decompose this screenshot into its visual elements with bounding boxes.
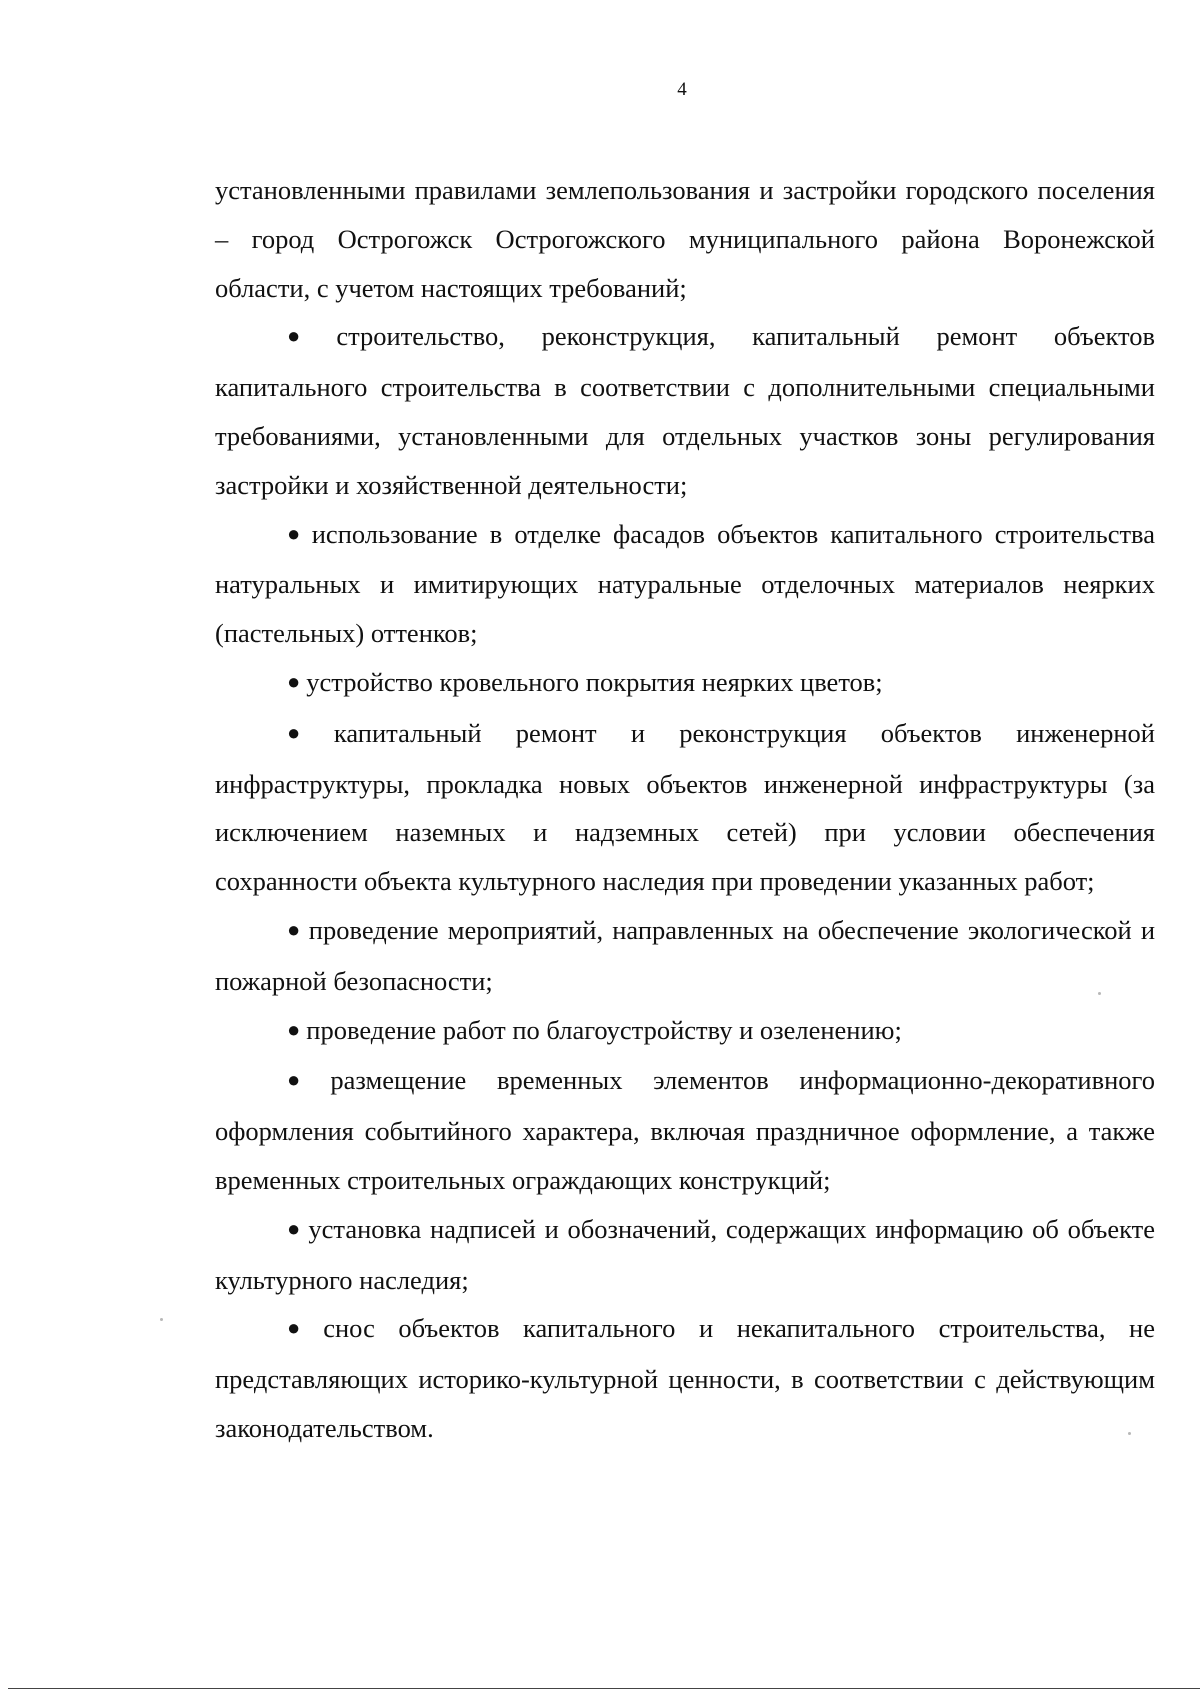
- page-number: 4: [677, 79, 687, 100]
- list-item-text: установка надписей и обозначений, содержащих информацию об объекте культурного наследия;: [215, 1213, 1155, 1295]
- list-item: [215, 312, 1155, 509]
- list-item: [215, 510, 1155, 658]
- document-body: [215, 166, 1155, 1453]
- list-item-text: проведение мероприятий, направленных на обеспечение экологической и пожарной безопасности;: [215, 914, 1155, 996]
- bullet-icon: ●: [287, 668, 301, 694]
- bullet-icon: ●: [287, 1016, 301, 1042]
- list-item: [215, 658, 1155, 709]
- bullet-icon: ●: [287, 916, 303, 942]
- list-item: [215, 709, 1155, 906]
- list-item: [215, 1205, 1155, 1305]
- list-item: [215, 906, 1155, 1006]
- bullet-icon: ●: [287, 1315, 318, 1341]
- scan-speck: [160, 1318, 163, 1321]
- bullet-icon: ●: [287, 1067, 325, 1093]
- list-item-text: устройство кровельного покрытия неярких цветов;: [306, 666, 883, 697]
- list-item-text: проведение работ по благоустройству и озеленению;: [306, 1014, 902, 1045]
- paragraph-continuation: [215, 166, 1155, 312]
- bullet-icon: ●: [287, 520, 306, 546]
- paragraph-text: установленными правилами землепользования и застройки городского поселения – город Острогожск Острогожского муниципального района Воронежской области, с учетом настоящих требований;: [215, 175, 1155, 303]
- list-item-text: снос объектов капитального и некапитального строительства, не представляющих историко-культурной ценности, в соответствии с действующим законодательством.: [215, 1313, 1155, 1443]
- scan-speck: [1128, 1432, 1131, 1435]
- list-item-text: размещение временных элементов информационно-декоративного оформления событийного характера, включая праздничное оформление, а также временных строительных ограждающих конструкций;: [215, 1065, 1155, 1195]
- page-bottom-rule: [8, 1688, 1200, 1689]
- list-item-text: строительство, реконструкция, капитальный ремонт объектов капитального строительства в соответствии с дополнительными специальными требованиями, установленными для отдельных участков зоны регулирования застройки и хозяйственной деятельности;: [215, 321, 1155, 500]
- scan-speck: [1098, 992, 1101, 995]
- bullet-icon: ●: [287, 323, 331, 349]
- bullet-icon: ●: [287, 719, 328, 745]
- list-item: [215, 1304, 1155, 1452]
- bullet-icon: ●: [287, 1215, 303, 1241]
- list-item-text: капитальный ремонт и реконструкция объектов инженерной инфраструктуры, прокладка новых объектов инженерной инфраструктуры (за исключением наземных и надземных сетей) при условии обеспечения сохранности объекта культурного наследия при проведении указанных работ;: [215, 717, 1155, 897]
- list-item: [215, 1006, 1155, 1057]
- list-item-text: использование в отделке фасадов объектов капитального строительства натуральных и имитирующих натуральные отделочных материалов неярких (пастельных) оттенков;: [215, 518, 1155, 649]
- list-item: [215, 1056, 1155, 1204]
